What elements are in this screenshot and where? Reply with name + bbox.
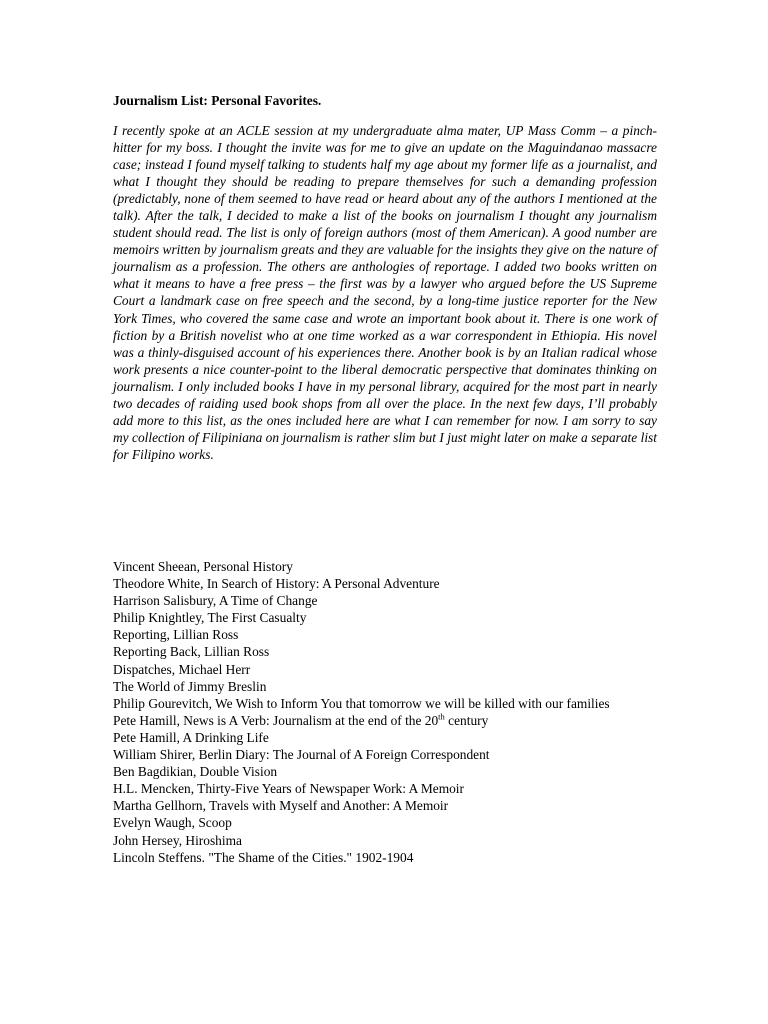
book-item bbox=[113, 712, 657, 729]
book-item: Reporting Back, Lillian Ross bbox=[113, 644, 270, 660]
book-item: John Hersey, Hiroshima bbox=[113, 832, 242, 848]
book-item: Dispatches, Michael Herr bbox=[113, 661, 251, 677]
book-item: Philip Knightley, The First Casualty bbox=[113, 610, 307, 626]
book-item-text: Pete Hamill, News is A Verb: Journalism at the end of the 20 bbox=[113, 712, 439, 728]
book-item: Martha Gellhorn, Travels with Myself and Another: A Memoir bbox=[113, 798, 449, 814]
document-page bbox=[113, 92, 657, 865]
ordinal-suffix: th bbox=[438, 711, 445, 722]
book-item: Vincent Sheean, Personal History bbox=[113, 559, 293, 574]
document-title: Journalism List: Personal Favorites. bbox=[113, 93, 322, 108]
book-item: Harrison Salisbury, A Time of Change bbox=[113, 593, 318, 609]
book-item: The World of Jimmy Breslin bbox=[113, 678, 267, 694]
book-item: Pete Hamill, A Drinking Life bbox=[113, 729, 269, 745]
book-item: Theodore White, In Search of History: A Personal Adventure bbox=[113, 576, 440, 592]
intro-paragraph: I recently spoke at an ACLE session at my undergraduate alma mater, UP Mass Comm – a pinch-hitter for my boss. I thought the invite was for me to give an update on the Maguindanao massacre case; instead I found myself talking to students half my age about my former life as a journalist, and what I thought they should be reading to prepare themselves for such a demanding profession (predictably, none of them seemed to have read or heard about any of the authors I mentioned at the talk). After the talk, I decided to make a list of the books on journalism I thought any journalism student should read. The list is only of foreign authors (most of them American). A good number are memoirs written by journalism greats and they are valuable for the insights they give on the nature of journalism as a profession. The others are anthologies of reportage. I added two books written on what it means to have a free press – the first was by a lawyer who argued before the US Supreme Court a landmark case on free speech and the second, by a long-time justice reporter for the New York Times, who covered the same case and wrote an important book about it. There is one work of fiction by a British novelist who at one time worked as a war correspondent in Ethiopia. His novel was a thinly-disguised account of his experiences there. Another book is by an Italian radical whose work presents a nice counter-point to the liberal democratic perspective that dominates thinking on journalism. I only included books I have in my personal library, acquired for the most part in nearly two decades of raiding used book shops from all over the place. In the next few days, I’ll probably add more to this list, as the ones included here are what I can remember for now. I am sorry to say my collection of Filipiniana on journalism is rather slim but I just might later on make a separate list for Filipino works. bbox=[113, 123, 657, 462]
book-item: Reporting, Lillian Ross bbox=[113, 627, 239, 643]
book-item: Ben Bagdikian, Double Vision bbox=[113, 764, 278, 780]
book-item: Lincoln Steffens. "The Shame of the Cities." 1902-1904 bbox=[113, 849, 414, 865]
book-item: H.L. Mencken, Thirty-Five Years of Newspaper Work: A Memoir bbox=[113, 781, 464, 797]
book-item: William Shirer, Berlin Diary: The Journal of A Foreign Correspondent bbox=[113, 747, 490, 763]
book-item: Evelyn Waugh, Scoop bbox=[113, 815, 232, 831]
book-item-text-tail: century bbox=[444, 712, 489, 728]
book-item: Philip Gourevitch, We Wish to Inform You that tomorrow we will be killed with our families bbox=[113, 695, 610, 711]
book-list bbox=[113, 558, 657, 866]
